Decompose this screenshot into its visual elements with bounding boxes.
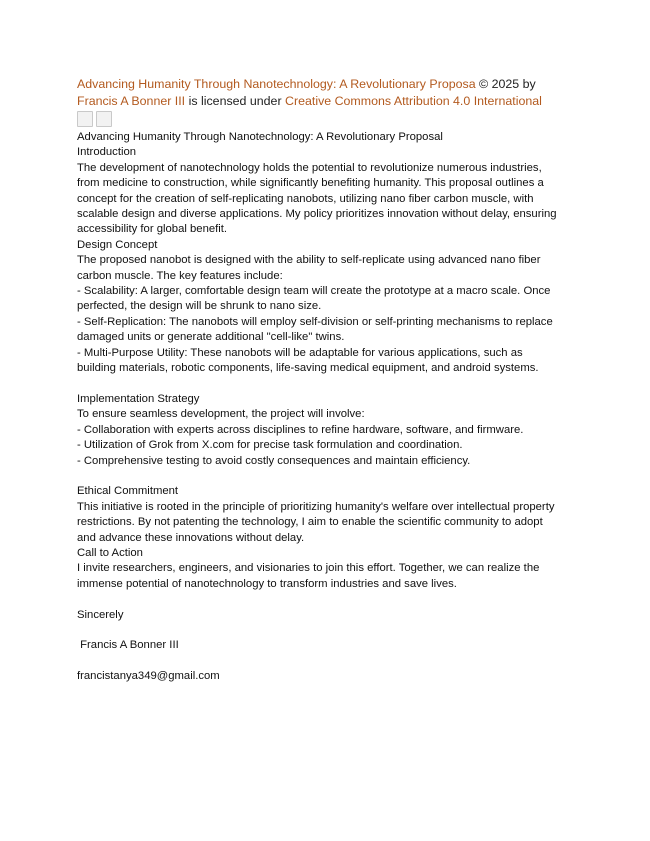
design-concept-heading: Design Concept [77,238,158,251]
license-notice [77,76,577,110]
text-line: building materials, robotic components, life-saving medical equipment, and android systems. [77,362,539,375]
blank-line [77,623,577,638]
license-icons [77,111,577,127]
attribution-icon[interactable] [96,111,112,127]
text-line: scalable design and diverse applications. My policy prioritizes innovation without delay, ensuring [77,208,557,221]
blank-line [77,469,577,484]
text-line: from medicine to construction, while significantly benefiting humanity. This proposal outlines a [77,177,544,190]
blank-line [77,377,577,392]
call-to-action-paragraph [77,561,577,592]
text-line: carbon muscle. The key features include: [77,269,283,282]
design-concept-paragraph [77,253,577,376]
text-line: - Comprehensive testing to avoid costly consequences and maintain efficiency. [77,454,471,467]
call-to-action-heading: Call to Action [77,546,143,559]
closing-text: Sincerely [77,608,124,621]
text-line: accessibility for global benefit. [77,223,228,236]
text-line: - Self-Replication: The nanobots will employ self-division or self-printing mechanisms to replace [77,315,553,328]
introduction-heading: Introduction [77,146,137,159]
text-line: immense potential of nanotechnology to transform industries and save lives. [77,577,457,590]
text-line: and advance these innovations without delay. [77,531,305,544]
license-link[interactable]: Creative Commons Attribution 4.0 International [285,94,542,108]
text-line: The proposed nanobot is designed with the ability to self-replicate using advanced nano fiber [77,254,541,267]
ethical-commitment-heading: Ethical Commitment [77,485,179,498]
text-line: To ensure seamless development, the project will involve: [77,408,365,421]
text-line: restrictions. By not patenting the technology, I aim to enable the scientific community to adopt [77,516,543,529]
copyright-text: © 2025 by [475,77,536,91]
text-line: - Multi-Purpose Utility: These nanobots will be adaptable for various applications, such as [77,346,523,359]
author-link[interactable]: Francis A Bonner III [77,94,186,108]
text-line: concept for the creation of self-replicating nanobots, utilizing nano fiber carbon muscle, with [77,192,534,205]
document-content [77,76,577,685]
creative-commons-icon[interactable] [77,111,93,127]
work-title-link[interactable]: Advancing Humanity Through Nanotechnology: A Revolutionary Proposa [77,77,476,91]
contact-email: francistanya349@gmail.com [77,670,220,683]
text-line: - Scalability: A larger, comfortable design team will create the prototype at a macro scale. Once [77,285,551,298]
text-line: damaged units or generate additional "cell-like" twins. [77,331,345,344]
text-line: The development of nanotechnology holds the potential to revolutionize numerous industries, [77,161,542,174]
text-line: - Utilization of Grok from X.com for precise task formulation and coordination. [77,439,463,452]
introduction-paragraph [77,161,577,238]
blank-line [77,592,577,607]
text-line: I invite researchers, engineers, and visionaries to join this effort. Together, we can realize the [77,562,540,575]
signature-name: Francis A Bonner III [77,639,179,652]
text-line: - Collaboration with experts across disciplines to refine hardware, software, and firmware. [77,423,524,436]
document-title: Advancing Humanity Through Nanotechnology: A Revolutionary Proposal [77,131,443,143]
ethical-commitment-paragraph [77,500,577,546]
implementation-strategy-paragraph [77,407,577,469]
licensed-under-text: is licensed under [185,94,286,108]
text-line: This initiative is rooted in the principle of prioritizing humanity's welfare over intellectual property [77,500,555,513]
implementation-strategy-heading: Implementation Strategy [77,392,200,405]
text-line: perfected, the design will be shrunk to nano size. [77,300,322,313]
blank-line [77,654,577,669]
